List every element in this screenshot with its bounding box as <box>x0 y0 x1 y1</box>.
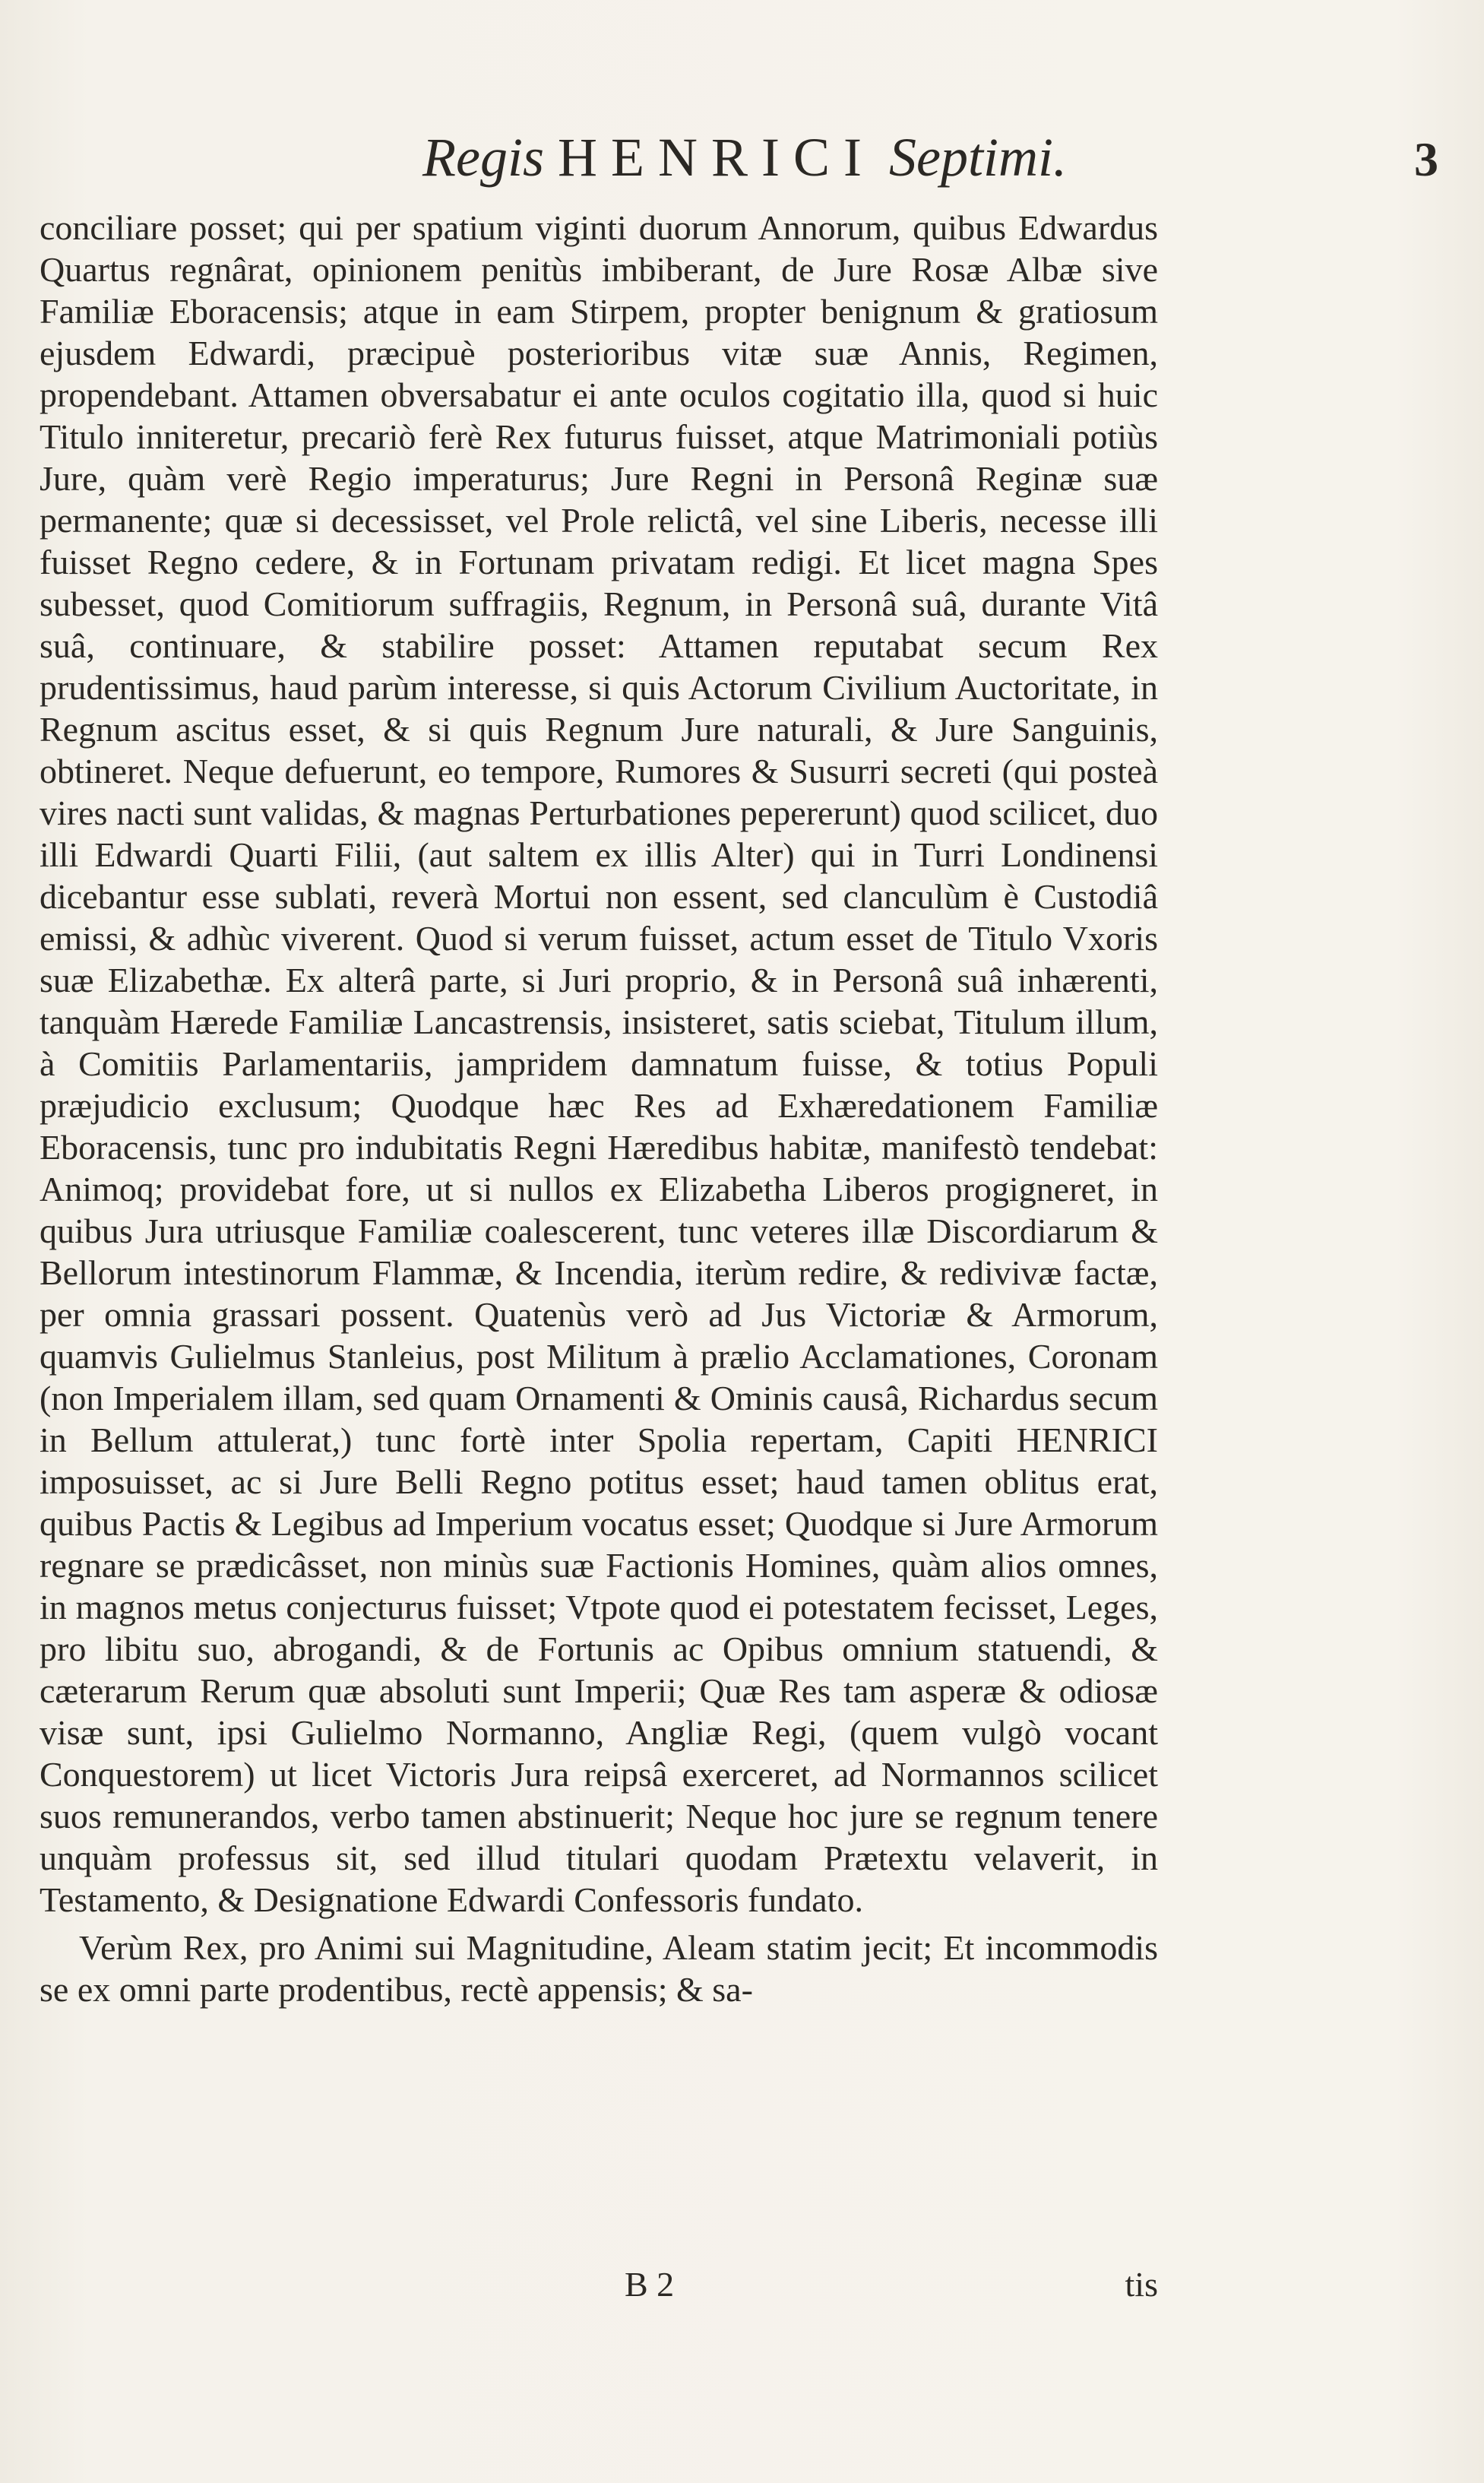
running-head <box>289 123 1201 192</box>
signature-mark: B 2 <box>625 2265 675 2304</box>
page-header <box>0 114 1484 198</box>
running-head-septimi: Septimi. <box>888 127 1067 188</box>
page-footer <box>40 2263 1158 2309</box>
running-head-henrici: HENRICI <box>558 127 875 188</box>
body-text <box>40 207 1158 2010</box>
page-number: 3 <box>1414 132 1438 186</box>
catchword: tis <box>1125 2265 1158 2304</box>
paragraph-1: conciliare posset; qui per spatium viginti duorum Annorum, quibus Edwardus Quartus regnârat, opinionem penitùs imbiberant, de Jure Rosæ Albæ sive Familiæ Eboracensis; atque in eam Stirpem, propter benignum & gratiosum ejusdem Edwardi, præcipuè posterioribus vitæ suæ Annis, Regimen, propendebant. Attamen obversabatur ei ante oculos cogitatio illa, quod si huic Titulo inniteretur, precariò ferè Rex futurus fuisset, atque Matrimoniali potiùs Jure, quàm verè Regio imperaturus; Jure Regni in Personâ Reginæ suæ permanente; quæ si decessisset, vel Prole relictâ, vel sine Liberis, necesse illi fuisset Regno cedere, & in Fortunam privatam redigi. Et licet magna Spes subesset, quod Comitiorum suffragiis, Regnum, in Personâ suâ, durante Vitâ suâ, continuare, & stabilire posset: Attamen reputabat secum Rex prudentissimus, haud parùm interesse, si quis Actorum Civilium Auctoritate, in Regnum ascitus esset, & si quis Regnum Jure naturali, & Jure Sanguinis, obtineret. Neque defuerunt, eo tempore, Rumores & Susurri secreti (qui posteà vires nacti sunt validas, & magnas Perturbationes pepererunt) quod scilicet, duo illi Edwardi Quarti Filii, (aut saltem ex illis Alter) qui in Turri Londinensi dicebantur esse sublati, reverà Mortui non essent, sed clanculùm è Custodiâ emissi, & adhùc viverent. Quod si verum fuisset, actum esset de Titulo Vxoris suæ Elizabethæ. Ex alterâ parte, si Juri proprio, & in Personâ suâ inhærenti, tanquàm Hærede Familiæ Lancastrensis, insisteret, satis sciebat, Titulum illum, à Comitiis Parlamentariis, jampridem damnatum fuisse, & totius Populi præjudicio exclusum; Quodque hæc Res ad Exhæredationem Familiæ Eboracensis, tunc pro indubitatis Regni Hæredibus habitæ, manifestò tendebat: Animoq; providebat fore, ut si nullos ex Elizabetha Liberos progigneret, in quibus Jura utriusque Familiæ coalescerent, tunc veteres illæ Discordiarum & Bellorum intestinorum Flammæ, & Incendia, iterùm redire, & redivivæ factæ, per omnia grassari possent. Quatenùs verò ad Jus Victoriæ & Armorum, quamvis Gulielmus Stanleius, post Militum à prælio Acclamationes, Coronam (non Imperialem illam, sed quam Ornamenti & Ominis causâ, Richardus secum in Bellum attulerat,) tunc fortè inter Spolia repertam, Capiti HENRICI imposuisset, ac si Jure Belli Regno potitus esset; haud tamen oblitus erat, quibus Pactis & Legibus ad Imperium vocatus esset; Quodque si Jure Armorum regnare se prædicâsset, non minùs suæ Factionis Homines, quàm alios omnes, in magnos metus conjecturus fuisset; Vtpote quod ei potestatem fecisset, Leges, pro libitu suo, abrogandi, & de Fortunis ac Opibus omnium statuendi, & cæterarum Rerum quæ absoluti sunt Imperii; Quæ Res tam asperæ & odiosæ visæ sunt, ipsi Gulielmo Normanno, Angliæ Regi, (quem vulgò vocant Conquestorem) ut licet Victoris Jura reipsâ exerceret, ad Normannos scilicet suos remunerandos, verbo tamen abstinuerit; Neque hoc jure se regnum tenere unquàm professus sit, sed illud titulari quodam Prætextu velaverit, in Testamento, & Designatione Edwardi Confessoris fundato. <box>40 208 1158 1919</box>
paragraph-2: Verùm Rex, pro Animi sui Magnitudine, Aleam statim jecit; Et incommodis se ex omni parte prodentibus, rectè appensis; & sa- <box>40 1928 1158 2009</box>
running-head-regis: Regis <box>422 127 544 188</box>
